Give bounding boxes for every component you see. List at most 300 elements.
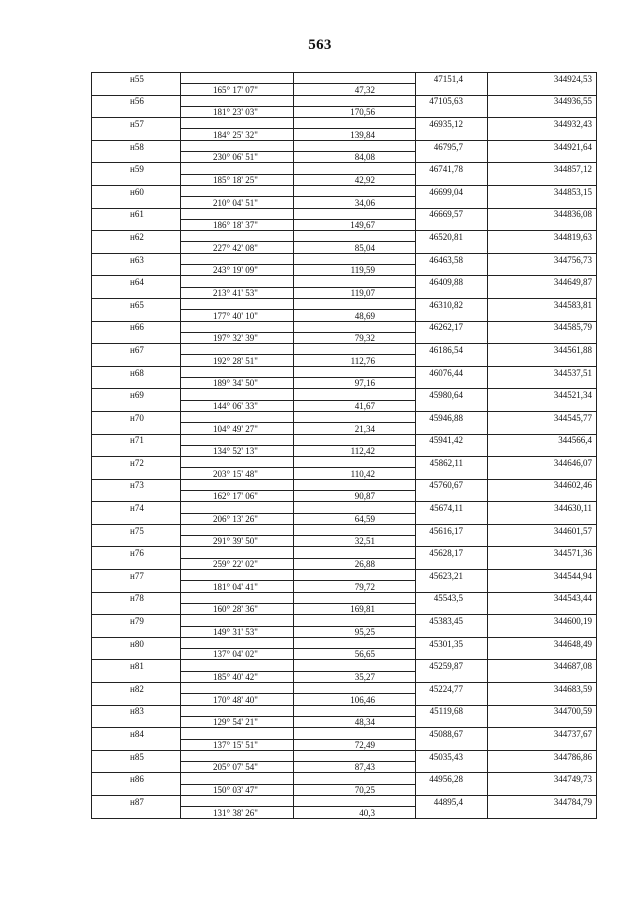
direction-angle: 160° 28' 36" — [181, 603, 294, 614]
point-row — [92, 592, 597, 603]
point-id: н72 — [92, 457, 181, 468]
empty-cell — [294, 366, 416, 377]
point-id: н73 — [92, 479, 181, 490]
segment-row — [92, 649, 597, 660]
empty-cell — [294, 728, 416, 739]
empty-cell — [294, 615, 416, 626]
x-coordinate: 46186,54 — [416, 344, 488, 355]
x-coordinate: 45259,87 — [416, 660, 488, 671]
point-id: н62 — [92, 231, 181, 242]
empty-cell — [416, 468, 488, 479]
direction-angle: 162° 17' 06" — [181, 490, 294, 501]
segment-row — [92, 265, 597, 276]
direction-angle: 230° 06' 51" — [181, 152, 294, 163]
empty-cell — [416, 219, 488, 230]
point-id: н66 — [92, 321, 181, 332]
empty-cell — [294, 705, 416, 716]
point-row — [92, 208, 597, 219]
empty-cell — [416, 84, 488, 95]
segment-length: 139,84 — [294, 129, 416, 140]
empty-cell — [416, 400, 488, 411]
x-coordinate: 46262,17 — [416, 321, 488, 332]
empty-cell — [416, 378, 488, 389]
x-coordinate: 45383,45 — [416, 615, 488, 626]
empty-cell — [92, 536, 181, 547]
empty-cell — [181, 502, 294, 513]
empty-cell — [181, 683, 294, 694]
y-coordinate: 344700,59 — [488, 705, 597, 716]
empty-cell — [294, 502, 416, 513]
point-id: н86 — [92, 773, 181, 784]
empty-cell — [294, 95, 416, 106]
y-coordinate: 344583,81 — [488, 298, 597, 309]
y-coordinate: 344836,08 — [488, 208, 597, 219]
empty-cell — [181, 185, 294, 196]
direction-angle: 189° 34' 50" — [181, 378, 294, 389]
empty-cell — [181, 728, 294, 739]
empty-cell — [181, 231, 294, 242]
empty-cell — [416, 355, 488, 366]
y-coordinate: 344819,63 — [488, 231, 597, 242]
point-row — [92, 457, 597, 468]
segment-row — [92, 807, 597, 818]
point-id: н58 — [92, 140, 181, 151]
segment-length: 97,16 — [294, 378, 416, 389]
point-row — [92, 411, 597, 422]
direction-angle: 185° 40' 42" — [181, 671, 294, 682]
point-id: н63 — [92, 253, 181, 264]
direction-angle: 185° 18' 25" — [181, 174, 294, 185]
empty-cell — [416, 603, 488, 614]
empty-cell — [92, 626, 181, 637]
empty-cell — [416, 152, 488, 163]
segment-row — [92, 445, 597, 456]
segment-length: 40,3 — [294, 807, 416, 818]
segment-length: 47,32 — [294, 84, 416, 95]
empty-cell — [488, 694, 597, 705]
segment-length: 70,25 — [294, 784, 416, 795]
point-id: н60 — [92, 185, 181, 196]
empty-cell — [488, 649, 597, 660]
segment-row — [92, 174, 597, 185]
empty-cell — [181, 773, 294, 784]
y-coordinate: 344749,73 — [488, 773, 597, 784]
y-coordinate: 344544,94 — [488, 570, 597, 581]
empty-cell — [181, 434, 294, 445]
empty-cell — [294, 253, 416, 264]
empty-cell — [181, 479, 294, 490]
empty-cell — [488, 581, 597, 592]
empty-cell — [181, 253, 294, 264]
point-id: н64 — [92, 276, 181, 287]
y-coordinate: 344585,79 — [488, 321, 597, 332]
direction-angle: 210° 04' 51" — [181, 197, 294, 208]
point-row — [92, 140, 597, 151]
segment-length: 56,65 — [294, 649, 416, 660]
point-id: н67 — [92, 344, 181, 355]
y-coordinate: 344646,07 — [488, 457, 597, 468]
point-id: н69 — [92, 389, 181, 400]
empty-cell — [488, 287, 597, 298]
empty-cell — [488, 129, 597, 140]
empty-cell — [488, 197, 597, 208]
x-coordinate: 45628,17 — [416, 547, 488, 558]
empty-cell — [92, 445, 181, 456]
point-id: н65 — [92, 298, 181, 309]
empty-cell — [488, 378, 597, 389]
segment-row — [92, 468, 597, 479]
empty-cell — [416, 581, 488, 592]
empty-cell — [181, 163, 294, 174]
empty-cell — [416, 716, 488, 727]
empty-cell — [488, 310, 597, 321]
empty-cell — [416, 445, 488, 456]
point-row — [92, 389, 597, 400]
y-coordinate: 344543,44 — [488, 592, 597, 603]
empty-cell — [92, 423, 181, 434]
empty-cell — [294, 73, 416, 84]
segment-length: 169,81 — [294, 603, 416, 614]
point-row — [92, 796, 597, 807]
segment-row — [92, 129, 597, 140]
empty-cell — [92, 332, 181, 343]
empty-cell — [92, 581, 181, 592]
point-id: н81 — [92, 660, 181, 671]
empty-cell — [416, 332, 488, 343]
point-id: н80 — [92, 637, 181, 648]
empty-cell — [294, 185, 416, 196]
direction-angle: 131° 38' 26" — [181, 807, 294, 818]
y-coordinate: 344602,46 — [488, 479, 597, 490]
empty-cell — [294, 750, 416, 761]
empty-cell — [181, 366, 294, 377]
empty-cell — [416, 784, 488, 795]
segment-length: 95,25 — [294, 626, 416, 637]
empty-cell — [181, 73, 294, 84]
empty-cell — [92, 694, 181, 705]
point-row — [92, 163, 597, 174]
segment-length: 42,92 — [294, 174, 416, 185]
direction-angle: 184° 25' 32" — [181, 129, 294, 140]
segment-row — [92, 332, 597, 343]
empty-cell — [181, 208, 294, 219]
x-coordinate: 46520,81 — [416, 231, 488, 242]
y-coordinate: 344537,51 — [488, 366, 597, 377]
segment-row — [92, 784, 597, 795]
x-coordinate: 45980,64 — [416, 389, 488, 400]
segment-length: 35,27 — [294, 671, 416, 682]
segment-row — [92, 219, 597, 230]
point-row — [92, 683, 597, 694]
segment-row — [92, 671, 597, 682]
point-row — [92, 185, 597, 196]
empty-cell — [92, 106, 181, 117]
empty-cell — [488, 332, 597, 343]
y-coordinate: 344683,59 — [488, 683, 597, 694]
segment-row — [92, 581, 597, 592]
empty-cell — [488, 106, 597, 117]
point-id: н83 — [92, 705, 181, 716]
empty-cell — [92, 490, 181, 501]
point-row — [92, 502, 597, 513]
segment-length: 41,67 — [294, 400, 416, 411]
empty-cell — [294, 140, 416, 151]
segment-length: 170,56 — [294, 106, 416, 117]
empty-cell — [294, 163, 416, 174]
y-coordinate: 344571,36 — [488, 547, 597, 558]
x-coordinate: 45674,11 — [416, 502, 488, 513]
point-id: н71 — [92, 434, 181, 445]
point-id: н82 — [92, 683, 181, 694]
point-id: н78 — [92, 592, 181, 603]
empty-cell — [294, 796, 416, 807]
empty-cell — [488, 423, 597, 434]
segment-length: 149,67 — [294, 219, 416, 230]
segment-row — [92, 355, 597, 366]
empty-cell — [294, 683, 416, 694]
y-coordinate: 344600,19 — [488, 615, 597, 626]
y-coordinate: 344630,11 — [488, 502, 597, 513]
x-coordinate: 47105,63 — [416, 95, 488, 106]
empty-cell — [92, 762, 181, 773]
y-coordinate: 344521,34 — [488, 389, 597, 400]
y-coordinate: 344857,12 — [488, 163, 597, 174]
direction-angle: 203° 15' 48" — [181, 468, 294, 479]
segment-row — [92, 536, 597, 547]
empty-cell — [488, 671, 597, 682]
empty-cell — [294, 547, 416, 558]
empty-cell — [181, 570, 294, 581]
empty-cell — [181, 592, 294, 603]
empty-cell — [181, 321, 294, 332]
empty-cell — [416, 513, 488, 524]
empty-cell — [416, 106, 488, 117]
empty-cell — [416, 762, 488, 773]
segment-row — [92, 716, 597, 727]
y-coordinate: 344737,67 — [488, 728, 597, 739]
empty-cell — [294, 592, 416, 603]
point-id: н61 — [92, 208, 181, 219]
point-row — [92, 705, 597, 716]
empty-cell — [92, 649, 181, 660]
direction-angle: 181° 04' 41" — [181, 581, 294, 592]
point-row — [92, 253, 597, 264]
empty-cell — [488, 716, 597, 727]
segment-row — [92, 762, 597, 773]
empty-cell — [92, 265, 181, 276]
point-row — [92, 750, 597, 761]
segment-length: 90,87 — [294, 490, 416, 501]
empty-cell — [92, 558, 181, 569]
direction-angle: 192° 28' 51" — [181, 355, 294, 366]
point-row — [92, 73, 597, 84]
point-row — [92, 344, 597, 355]
segment-row — [92, 513, 597, 524]
direction-angle: 259° 22' 02" — [181, 558, 294, 569]
point-id: н57 — [92, 118, 181, 129]
empty-cell — [294, 773, 416, 784]
segment-length: 48,34 — [294, 716, 416, 727]
segment-row — [92, 84, 597, 95]
empty-cell — [92, 603, 181, 614]
empty-cell — [294, 276, 416, 287]
empty-cell — [294, 434, 416, 445]
empty-cell — [92, 174, 181, 185]
y-coordinate: 344561,88 — [488, 344, 597, 355]
empty-cell — [416, 739, 488, 750]
direction-angle: 144° 06' 33" — [181, 400, 294, 411]
point-row — [92, 547, 597, 558]
empty-cell — [488, 219, 597, 230]
empty-cell — [92, 197, 181, 208]
point-id: н84 — [92, 728, 181, 739]
empty-cell — [416, 242, 488, 253]
empty-cell — [488, 84, 597, 95]
x-coordinate: 45035,43 — [416, 750, 488, 761]
x-coordinate: 45301,35 — [416, 637, 488, 648]
empty-cell — [92, 378, 181, 389]
empty-cell — [416, 694, 488, 705]
point-row — [92, 524, 597, 535]
x-coordinate: 46310,82 — [416, 298, 488, 309]
segment-row — [92, 197, 597, 208]
y-coordinate: 344601,57 — [488, 524, 597, 535]
empty-cell — [92, 784, 181, 795]
empty-cell — [416, 197, 488, 208]
direction-angle: 134° 52' 13" — [181, 445, 294, 456]
y-coordinate: 344648,49 — [488, 637, 597, 648]
segment-length: 21,34 — [294, 423, 416, 434]
empty-cell — [416, 287, 488, 298]
empty-cell — [92, 310, 181, 321]
empty-cell — [488, 400, 597, 411]
point-row — [92, 660, 597, 671]
segment-row — [92, 242, 597, 253]
x-coordinate: 45862,11 — [416, 457, 488, 468]
empty-cell — [488, 152, 597, 163]
y-coordinate: 344853,15 — [488, 185, 597, 196]
empty-cell — [294, 660, 416, 671]
empty-cell — [181, 457, 294, 468]
empty-cell — [92, 242, 181, 253]
point-id: н56 — [92, 95, 181, 106]
segment-length: 112,76 — [294, 355, 416, 366]
point-row — [92, 728, 597, 739]
y-coordinate: 344784,79 — [488, 796, 597, 807]
segment-length: 85,04 — [294, 242, 416, 253]
empty-cell — [294, 344, 416, 355]
empty-cell — [416, 807, 488, 818]
point-id: н76 — [92, 547, 181, 558]
x-coordinate: 45119,68 — [416, 705, 488, 716]
point-row — [92, 231, 597, 242]
y-coordinate: 344566,4 — [488, 434, 597, 445]
empty-cell — [181, 140, 294, 151]
empty-cell — [92, 716, 181, 727]
empty-cell — [488, 536, 597, 547]
empty-cell — [181, 615, 294, 626]
empty-cell — [416, 649, 488, 660]
point-id: н85 — [92, 750, 181, 761]
empty-cell — [181, 389, 294, 400]
segment-row — [92, 490, 597, 501]
segment-row — [92, 603, 597, 614]
direction-angle: 129° 54' 21" — [181, 716, 294, 727]
empty-cell — [294, 457, 416, 468]
segment-length: 64,59 — [294, 513, 416, 524]
y-coordinate: 344545,77 — [488, 411, 597, 422]
empty-cell — [488, 762, 597, 773]
empty-cell — [181, 118, 294, 129]
empty-cell — [488, 626, 597, 637]
point-row — [92, 773, 597, 784]
segment-length: 72,49 — [294, 739, 416, 750]
segment-length: 79,72 — [294, 581, 416, 592]
x-coordinate: 46076,44 — [416, 366, 488, 377]
empty-cell — [92, 129, 181, 140]
segment-row — [92, 423, 597, 434]
empty-cell — [294, 298, 416, 309]
segment-row — [92, 310, 597, 321]
point-row — [92, 95, 597, 106]
empty-cell — [488, 739, 597, 750]
segment-length: 119,59 — [294, 265, 416, 276]
point-id: н55 — [92, 73, 181, 84]
direction-angle: 197° 32' 39" — [181, 332, 294, 343]
point-row — [92, 321, 597, 332]
point-row — [92, 118, 597, 129]
empty-cell — [416, 626, 488, 637]
empty-cell — [181, 547, 294, 558]
coordinates-table-body — [92, 73, 597, 819]
page-number: 563 — [308, 37, 332, 53]
direction-angle: 137° 15' 51" — [181, 739, 294, 750]
empty-cell — [416, 129, 488, 140]
point-id: н77 — [92, 570, 181, 581]
empty-cell — [416, 671, 488, 682]
empty-cell — [416, 558, 488, 569]
x-coordinate: 44895,4 — [416, 796, 488, 807]
x-coordinate: 45946,88 — [416, 411, 488, 422]
empty-cell — [294, 570, 416, 581]
empty-cell — [488, 558, 597, 569]
empty-cell — [92, 739, 181, 750]
direction-angle: 137° 04' 02" — [181, 649, 294, 660]
direction-angle: 150° 03' 47" — [181, 784, 294, 795]
empty-cell — [92, 807, 181, 818]
segment-length: 48,69 — [294, 310, 416, 321]
empty-cell — [416, 490, 488, 501]
segment-length: 34,06 — [294, 197, 416, 208]
y-coordinate: 344936,55 — [488, 95, 597, 106]
segment-row — [92, 378, 597, 389]
x-coordinate: 46741,78 — [416, 163, 488, 174]
empty-cell — [294, 321, 416, 332]
empty-cell — [488, 784, 597, 795]
empty-cell — [181, 660, 294, 671]
empty-cell — [416, 310, 488, 321]
empty-cell — [294, 637, 416, 648]
empty-cell — [181, 637, 294, 648]
y-coordinate: 344932,43 — [488, 118, 597, 129]
x-coordinate: 46795,7 — [416, 140, 488, 151]
point-row — [92, 366, 597, 377]
empty-cell — [92, 287, 181, 298]
direction-angle: 186° 18' 37" — [181, 219, 294, 230]
point-id: н68 — [92, 366, 181, 377]
empty-cell — [181, 344, 294, 355]
direction-angle: 291° 39' 50" — [181, 536, 294, 547]
